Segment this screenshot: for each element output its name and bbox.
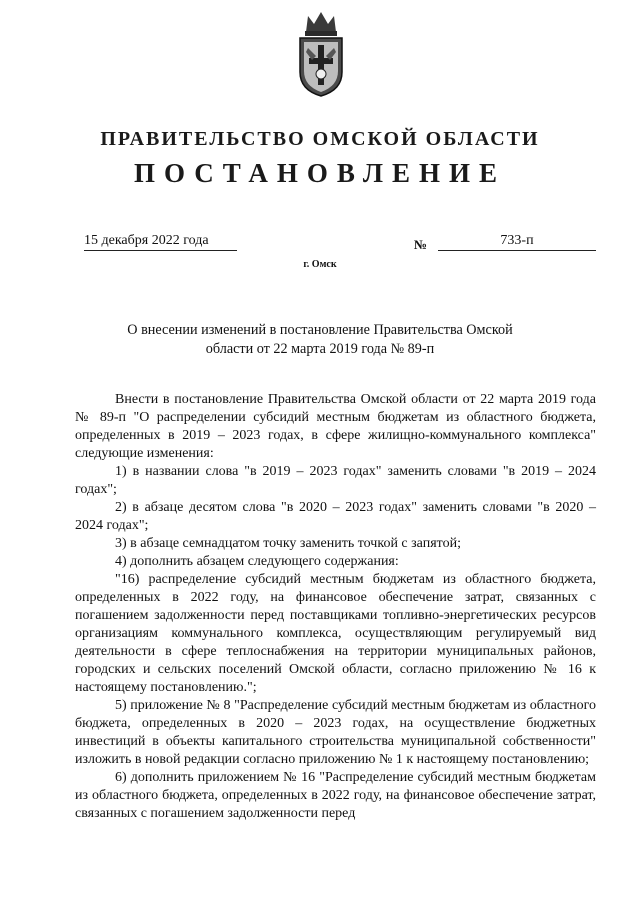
- body-paragraph: 4) дополнить абзацем следующего содержания:: [115, 554, 399, 569]
- document-date: 15 декабря 2022 года: [84, 233, 237, 251]
- document-type-title: ПОСТАНОВЛЕНИЕ: [133, 158, 507, 188]
- body-paragraph: 1) в названии слова "в 2019 – 2023 годах" заменить словами "в 2019 – 2024 годах";: [75, 464, 596, 497]
- coat-of-arms-emblem: [294, 10, 348, 98]
- document-number: 733-п: [438, 233, 596, 251]
- document-body: [75, 391, 596, 823]
- body-paragraph: 5) приложение № 8 "Распределение субсидий местным бюджетам из областного бюджета, определенных в 2020 – 2023 годах, на осуществление бюджетных инвестиций в объекты капитального строительства муниципальной собственности" изложить в новой редакции согласно приложению № 1 к настоящему постановлению;: [75, 698, 596, 767]
- body-paragraph: 3) в абзаце семнадцатом точку заменить точкой с запятой;: [115, 536, 461, 551]
- number-sign: №: [414, 237, 428, 252]
- city-label: г. Омск: [303, 259, 337, 270]
- government-title: ПРАВИТЕЛЬСТВО ОМСКОЙ ОБЛАСТИ: [100, 128, 540, 150]
- body-paragraph: 6) дополнить приложением № 16 "Распределение субсидий местным бюджетам из областного бюджета, определенных в 2022 году, на финансовое обеспечение затрат, связанных с погашением задолженности перед: [75, 770, 596, 821]
- body-paragraph: "16) распределение субсидий местным бюджетам из областного бюджета, определенных в 2022 году, на финансовое обеспечение затрат, связанных с погашением задолженности перед поставщиками топливно-энергетических ресурсов организациям коммунального комплекса, осуществляющим регулируемый вид деятельности в сфере теплоснабжения на территории муниципальных районов, городских и сельских поселений Омской области, согласно приложению № 16 к настоящему постановлению.";: [75, 572, 596, 695]
- document-subject: О внесении изменений в постановление Правительства Омской области от 22 марта 2019 года № 89-п: [127, 322, 513, 357]
- body-paragraph: Внести в постановление Правительства Омской области от 22 марта 2019 года № 89-п "О распределении субсидий местным бюджетам из областного бюджета, определенных в 2019 – 2023 годах, в сфере жилищно-коммунального комплекса" следующие изменения:: [75, 392, 596, 461]
- body-paragraph: 2) в абзаце десятом слова "в 2020 – 2023 годах" заменить словами "в 2020 – 2024 годах";: [75, 500, 596, 533]
